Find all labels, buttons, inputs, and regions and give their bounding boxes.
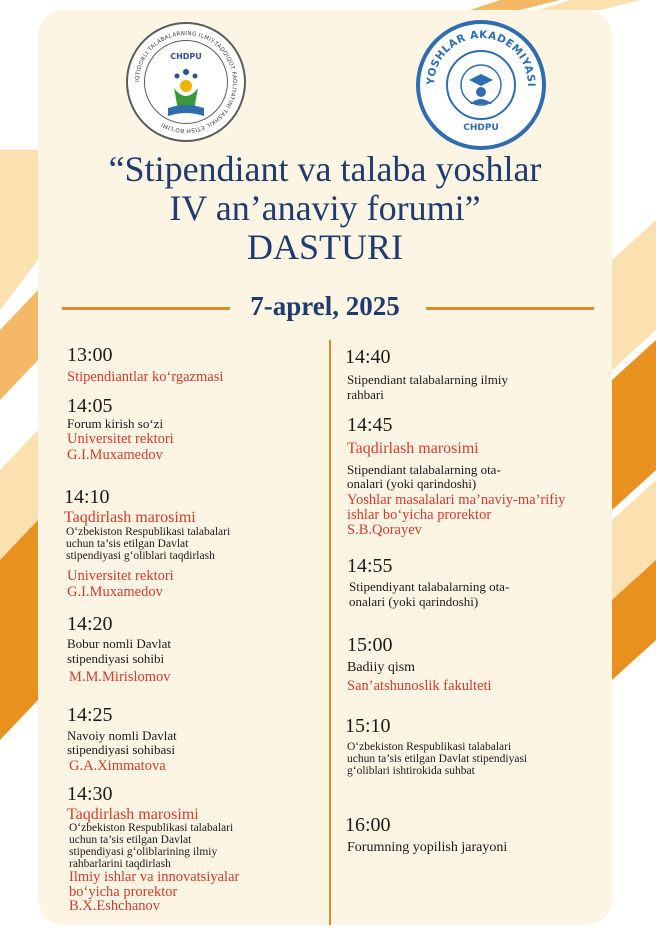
time: 15:00: [347, 634, 393, 656]
event-description-line: uchun ta’sis etilgan Davlat: [66, 538, 189, 550]
title-line-2: IV an’anaviy forumi”: [169, 188, 481, 228]
speaker-name: B.X.Eshchanov: [69, 898, 161, 914]
right-logo-name: CHDPU: [463, 123, 499, 133]
time: 14:25: [67, 704, 113, 726]
left-logo-name: CHDPU: [170, 52, 202, 61]
column-divider: [329, 340, 331, 925]
event-description-line: stipendiyasi g‘oliblarining ilmiy: [69, 846, 218, 858]
event-description-line: O‘zbekiston Respublikasi talabalari: [69, 822, 234, 834]
event-description-line: O‘zbekiston Respublikasi talabalari: [347, 741, 512, 753]
event-date: 7-aprel, 2025: [250, 291, 400, 321]
time: 14:30: [67, 783, 113, 805]
event-description-line: O‘zbekiston Respublikasi talabalari: [66, 526, 231, 538]
event-description-line: Navoiy nomli Davlat: [67, 728, 177, 743]
program-card: [38, 10, 612, 925]
event-description-line: stipendiyasi g‘oliblari taqdirlash: [66, 550, 215, 562]
time: 14:05: [67, 395, 113, 417]
speaker-line: ishlar bo‘yicha prorektor: [347, 507, 492, 523]
title-line-1: “Stipendiant va talaba yoshlar: [108, 149, 542, 189]
speaker-line: Yoshlar masalalari ma’naviy-ma’rifiy: [347, 492, 566, 508]
time: 14:55: [347, 555, 393, 577]
speaker-name: M.M.Mirislomov: [69, 669, 171, 685]
time: 14:20: [67, 613, 113, 635]
time: 14:45: [347, 414, 393, 436]
event-title: Stipendiantlar ko‘rgazmasi: [67, 369, 224, 385]
date-divider-right: [426, 307, 594, 310]
speaker-line: bo‘yicha prorektor: [69, 884, 178, 900]
event-title: Taqdirlash marosimi: [64, 509, 196, 526]
left-logo-ring-text: IQTIDORLI TALABALARNING ILMIY-TADQIQOT FAOLIYATINI TASHKIL ETISH BO'LIMI: [134, 30, 238, 134]
event-description-line: onalari (yoki qarindoshi): [347, 476, 477, 491]
event-description-line: Stipendiyant talabalarning ota-: [349, 579, 510, 594]
event-description-line: Stipendiant talabalarning ota-: [347, 462, 501, 477]
speaker-name: G.I.Muxamedov: [67, 447, 163, 463]
speaker-name: G.I.Muxamedov: [67, 584, 163, 600]
right-logo-ring-text: YOSHLAR AKADEMIYASI: [424, 28, 538, 88]
event-description-line: stipendiyasi sohibi: [67, 651, 165, 666]
speaker-role: Universitet rektori: [67, 568, 174, 584]
time: 13:00: [67, 344, 113, 366]
time: 16:00: [345, 814, 391, 836]
event-description-line: g‘oliblari ishtirokida suhbat: [347, 765, 475, 777]
event-description-line: Stipendiant talabalarning ilmiy: [347, 372, 509, 387]
chdpu-seal-logo: [126, 22, 246, 142]
event-title: Taqdirlash marosimi: [347, 440, 479, 457]
speaker-role: Universitet rektori: [67, 431, 174, 447]
event-description-line: uchun ta’sis etilgan Davlat: [69, 834, 192, 846]
event-description-line: onalari (yoki qarindoshi): [349, 594, 479, 609]
event-description-line: rahbarlarini taqdirlash: [69, 858, 171, 870]
time: 14:40: [345, 346, 391, 368]
yoshlar-akademiyasi-logo: [416, 20, 546, 150]
event-description-line: stipendiyasi sohibasi: [67, 742, 175, 757]
event-description-line: rahbari: [347, 387, 384, 402]
speaker-name: G.A.Ximmatova: [69, 758, 166, 774]
event-description: Forumning yopilish jarayoni: [347, 840, 508, 855]
time: 14:10: [64, 486, 110, 508]
event-description-line: Bobur nomli Davlat: [67, 636, 171, 651]
event-description: Forum kirish so‘zi: [67, 416, 164, 431]
title-line-3: DASTURI: [246, 227, 403, 267]
event-title: Taqdirlash marosimi: [67, 806, 199, 823]
time: 15:10: [345, 715, 391, 737]
speaker-role: San’atshunoslik fakulteti: [347, 678, 492, 694]
speaker-line: Ilmiy ishlar va innovatsiyalar: [69, 869, 240, 885]
event-description-line: uchun ta’sis etilgan Davlat stipendiyasi: [347, 753, 528, 765]
event-description: Badiiy qism: [347, 660, 416, 675]
speaker-name: S.B.Qorayev: [347, 522, 422, 538]
